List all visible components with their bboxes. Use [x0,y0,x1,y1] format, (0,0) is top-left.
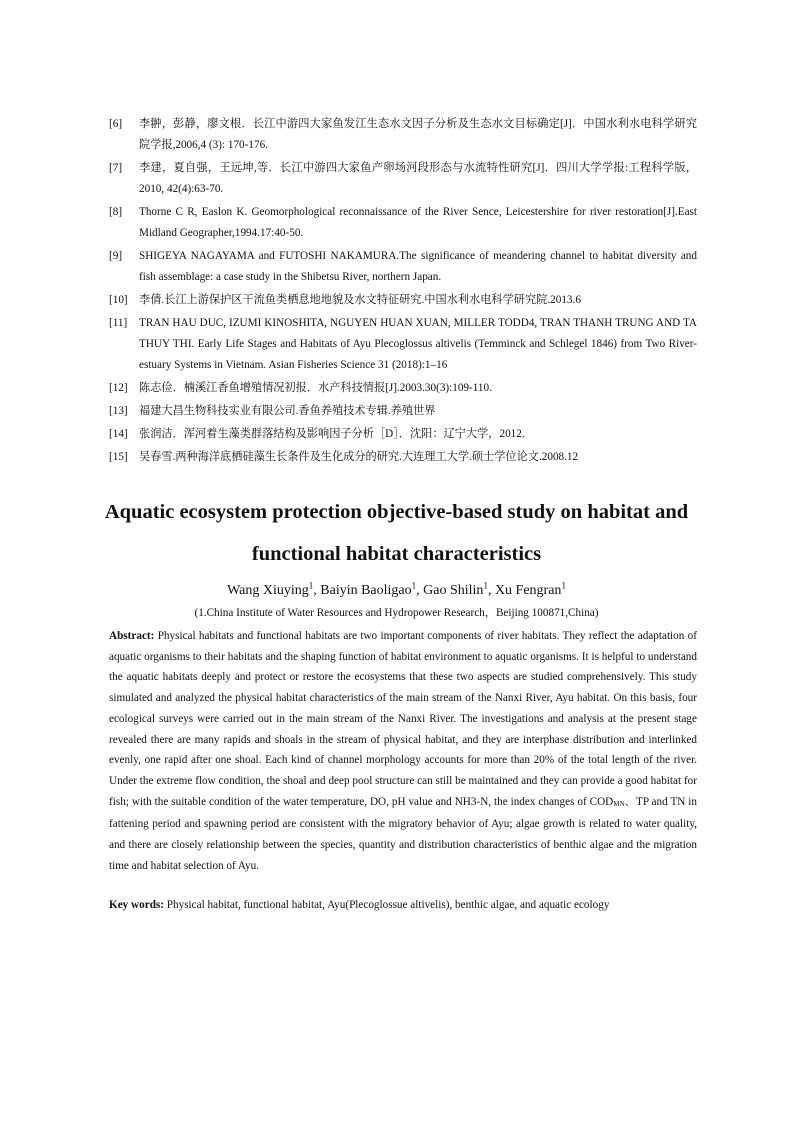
reference-number: [15] [109,451,128,463]
reference-number: [10] [109,294,128,306]
paper-title: Aquatic ecosystem protection objective-based study on habitat and functional habitat characteristics [104,501,689,565]
abstract-text-1: Physical habitats and functional habitats are two important components of river habitats. They reflect the adaptation of aquatic organisms to their habitats and the shaping function of habitat environment to aquatic organisms. It is helpful to understand the aquatic habitats deeply and protect or restore the ecosystems that these two aspects are studied comprehensively. This study simulated and analyzed the physical habitat characteristics of the main stream of the Nanxi River, Ayu habitat. On this basis, four ecological surveys were carried out in the main stream of the Nanxi River. The investigations and analysis at the present stage revealed there are many rapids and shoals in the stream of physical habitat, and they are interphase distribution and interlinked evenly, one rapid after one shoal. Each kind of channel morphology accounts for more than 20% of the total length of the river. Under the extreme flow condition, the shoal and deep pool structure can still be maintained and they can provide a good habitat for fish; with the suitable condition of the water temperature, DO, pH value and NH3-N, the index changes of COD [109,630,697,808]
reference-item [109,313,697,376]
reference-text: SHIGEYA NAGAYAMA and FUTOSHI NAKAMURA.The significance of meandering channel to habitat diversity and fish assemblage: a case study in the Shibetsu River, northern Japan. [139,250,697,283]
reference-text: TRAN HAU DUC, IZUMI KINOSHITA, NGUYEN HUAN XUAN, MILLER TODD4, TRAN THANH TRUNG AND TA THUY THI. Early Life Stages and Habitats of Ayu Plecoglossus altivelis (Temminck and Schlegel 1846) from Two River-estuary Systems in Vietnam. Asian Fisheries Science 31 (2018):1–16 [139,317,697,371]
reference-item [109,447,697,468]
reference-number: [12] [109,382,128,394]
reference-text: 张润洁．浑河着生藻类群落结构及影响因子分析［D］．沈阳：辽宁大学，2012． [139,428,534,440]
author-name: Wang Xiuying [227,583,309,598]
abstract-subscript: MN [613,799,625,808]
keywords-text: Physical habitat, functional habitat, Ayu(Plecoglossue altivelis), benthic algae, and aquatic ecology [164,899,610,911]
reference-text: 李建，夏自强，王远坤,等．长江中游四大家鱼产卵场河段形态与水流特性研究[J]．四川大学学报:工程科学版，2010, 42(4):63-70. [139,162,697,195]
author-list [60,581,733,601]
abstract-label: Abstract: [109,630,155,642]
reference-number: [13] [109,405,128,417]
author-affiliation-mark: 1 [483,580,488,591]
affiliation: (1.China Institute of Water Resources and Hydropower Research，Beijing 100871,China) [194,607,599,619]
reference-text: 陈志俭．楠溪江香鱼增殖情况初报．水产科技情报[J].2003.30(3):109-110. [139,382,492,394]
reference-item [109,401,697,422]
reference-text: 福建大昌生物科技实业有限公司.香鱼养殖技术专辑.养殖世界 [139,405,436,417]
author-separator: , [416,583,424,598]
abstract [109,626,697,876]
reference-item [109,378,697,399]
reference-item [109,424,697,445]
reference-number: [9] [109,250,123,262]
author-name: Gao Shilin [423,583,484,598]
reference-text: Thorne C R, Easlon K. Geomorphological reconnaissance of the River Sence, Leicestershire for river restoration[J].East Midland Geographer,1994.17:40-50. [139,206,697,239]
reference-number: [14] [109,428,128,440]
reference-text: 吴春雪.两种海洋底栖硅藻生长条件及生化成分的研究.大连理工大学.硕士学位论文.2008.12 [139,451,579,463]
author-affiliation-mark: 1 [561,580,566,591]
reference-number: [8] [109,206,123,218]
reference-list [109,114,697,468]
author-affiliation-mark: 1 [411,580,417,591]
reference-number: [6] [109,118,123,130]
reference-text: 李倩.长江上游保护区干流鱼类栖息地地貌及水文特征研究.中国水利水电科学研究院.2013.6 [139,294,581,306]
reference-item [109,158,697,200]
author-name: Baiyin Baoligao [320,583,412,598]
author-affiliation-mark: 1 [308,580,314,591]
keywords [109,895,697,915]
reference-item [109,114,697,156]
reference-number: [11] [109,317,128,329]
reference-text: 李翀，彭静，廖文根．长江中游四大家鱼发江生态水文因子分析及生态水文目标确定[J]．中国水利水电科学研究院学报,2006,4 (3): 170-176. [139,118,697,151]
keywords-label: Key words: [109,899,164,911]
reference-item [109,202,697,244]
reference-item [109,246,697,288]
author-separator: , [313,583,321,598]
abstract-text-2: 、TP and TN in fattening period and spawning period are consistent with the migratory behavior of Ayu; algae growth is related to water quality, and there are closely relationship between the species, quantity and distribution characteristics of benthic algae and the migration time and habitat selection of Ayu. [109,795,697,872]
reference-item [109,290,697,311]
author-separator: , [487,583,495,598]
author-name: Xu Fengran [494,583,562,598]
reference-number: [7] [109,162,123,174]
